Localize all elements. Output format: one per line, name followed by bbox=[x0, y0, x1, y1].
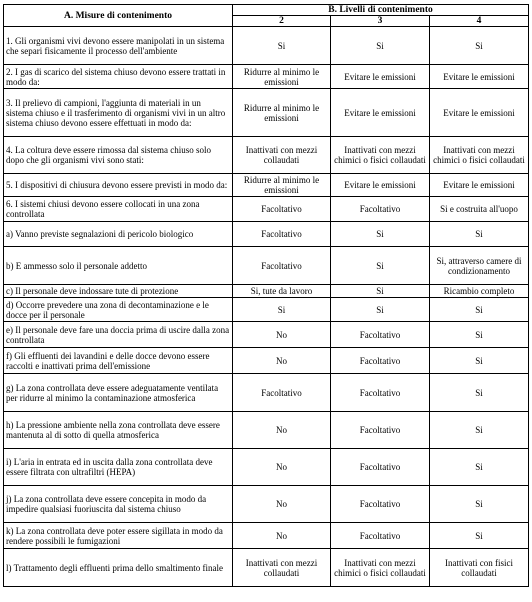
level-3-cell: Evitare le emissioni bbox=[331, 174, 430, 197]
document-page bbox=[3, 4, 528, 587]
measure-cell: c) Il personale deve indossare tute di protezione bbox=[4, 285, 233, 298]
level-2-cell: No bbox=[233, 486, 331, 523]
level-4-cell: Si bbox=[430, 222, 529, 247]
measure-cell: 3. Il prelievo di campioni, l'aggiunta di materiali in un sistema chiuso e il trasferimento di organismi vivi in un altro sistema chiuso devono essere effettuati in modo da: bbox=[4, 89, 233, 137]
level-4-cell: Ricambio completo bbox=[430, 285, 529, 298]
level-3-cell: Facoltativo bbox=[331, 197, 430, 222]
measure-cell: g) La zona controllata deve essere adeguatamente ventilata per ridurre al minimo la contaminazione atmosferica bbox=[4, 374, 233, 412]
level-4-cell: Si bbox=[430, 523, 529, 549]
level-3-cell: Evitare le emissioni bbox=[331, 89, 430, 137]
measure-cell: a) Vanno previste segnalazioni di pericolo biologico bbox=[4, 222, 233, 247]
measure-cell: h) La pressione ambiente nella zona controllata deve essere mantenuta al di sotto di quella atmosferica bbox=[4, 412, 233, 449]
table-row bbox=[4, 222, 529, 247]
table-row bbox=[4, 374, 529, 412]
measure-cell: d) Occorre prevedere una zona di decontaminazione e le docce per il personale bbox=[4, 298, 233, 322]
level-2-cell: Facoltativo bbox=[233, 374, 331, 412]
table-row bbox=[4, 449, 529, 486]
header-levels: B. Livelli di contenimento bbox=[233, 5, 529, 16]
table-row bbox=[4, 174, 529, 197]
measure-cell: 5. I dispositivi di chiusura devono essere previsti in modo da: bbox=[4, 174, 233, 197]
level-4-cell: Si bbox=[430, 374, 529, 412]
level-2-cell: Si bbox=[233, 298, 331, 322]
level-4-cell: Si bbox=[430, 298, 529, 322]
measure-cell: i) L'aria in entrata ed in uscita dalla zona controllata deve essere filtrata con ultrafiltri (HEPA) bbox=[4, 449, 233, 486]
level-4-cell: Inattivati con fisici collaudati bbox=[430, 549, 529, 587]
level-4-cell: Si bbox=[430, 348, 529, 374]
measure-cell: 1. Gli organismi vivi devono essere manipolati in un sistema che separi fisicamente il processo dell'ambiente bbox=[4, 27, 233, 65]
measure-cell: l) Trattamento degli effluenti prima dello smaltimento finale bbox=[4, 549, 233, 587]
table-row bbox=[4, 197, 529, 222]
level-4-cell: Si, attraverso camere di condizionamento bbox=[430, 247, 529, 285]
table-row bbox=[4, 285, 529, 298]
level-4-cell: Evitare le emissioni bbox=[430, 65, 529, 89]
measure-cell: k) La zona controllata deve poter essere sigillata in modo da rendere possibili le fumigazioni bbox=[4, 523, 233, 549]
level-3-cell: Facoltativo bbox=[331, 523, 430, 549]
level-4-cell: Si bbox=[430, 322, 529, 348]
table-row bbox=[4, 549, 529, 587]
level-2-cell: Ridurre al minimo le emissioni bbox=[233, 174, 331, 197]
header-level-4: 4 bbox=[430, 16, 529, 27]
level-2-cell: Facoltativo bbox=[233, 197, 331, 222]
table-row bbox=[4, 247, 529, 285]
level-3-cell: Facoltativo bbox=[331, 486, 430, 523]
table-row bbox=[4, 523, 529, 549]
table-row bbox=[4, 486, 529, 523]
level-3-cell: Inattivati con mezzi chimici o fisici collaudati bbox=[331, 137, 430, 174]
level-3-cell: Si bbox=[331, 222, 430, 247]
level-3-cell: Si bbox=[331, 27, 430, 65]
table-row bbox=[4, 27, 529, 65]
level-2-cell: Ridurre al minimo le emissioni bbox=[233, 89, 331, 137]
level-3-cell: Facoltativo bbox=[331, 412, 430, 449]
level-4-cell: Evitare le emissioni bbox=[430, 89, 529, 137]
measure-cell: 6. I sistemi chiusi devono essere collocati in una zona controllata bbox=[4, 197, 233, 222]
level-4-cell: Si bbox=[430, 486, 529, 523]
table-body bbox=[4, 27, 529, 587]
measure-cell: e) Il personale deve fare una doccia prima di uscire dalla zona controllata bbox=[4, 322, 233, 348]
level-2-cell: Inattivati con mezzi collaudati bbox=[233, 549, 331, 587]
level-2-cell: Facoltativo bbox=[233, 222, 331, 247]
level-2-cell: Ridurre al minimo le emissioni bbox=[233, 65, 331, 89]
level-2-cell: Si bbox=[233, 27, 331, 65]
level-4-cell: Evitare le emissioni bbox=[430, 174, 529, 197]
measure-cell: j) La zona controllata deve essere concepita in modo da impedire qualsiasi fuoriuscita dal sistema chiuso bbox=[4, 486, 233, 523]
measure-cell: 4. La coltura deve essere rimossa dal sistema chiuso solo dopo che gli organismi vivi sono stati: bbox=[4, 137, 233, 174]
header-measures: A. Misure di contenimento bbox=[4, 5, 233, 27]
table-row bbox=[4, 65, 529, 89]
containment-table bbox=[3, 4, 529, 587]
level-4-cell: Si bbox=[430, 27, 529, 65]
level-3-cell: Si bbox=[331, 285, 430, 298]
level-3-cell: Facoltativo bbox=[331, 449, 430, 486]
measure-cell: 2. I gas di scarico del sistema chiuso devono essere trattati in modo da: bbox=[4, 65, 233, 89]
level-2-cell: No bbox=[233, 449, 331, 486]
level-4-cell: Si bbox=[430, 412, 529, 449]
table-row bbox=[4, 298, 529, 322]
level-3-cell: Facoltativo bbox=[331, 374, 430, 412]
table-row bbox=[4, 412, 529, 449]
level-4-cell: Si e costruita all'uopo bbox=[430, 197, 529, 222]
level-4-cell: Si bbox=[430, 449, 529, 486]
level-3-cell: Facoltativo bbox=[331, 348, 430, 374]
level-3-cell: Si bbox=[331, 247, 430, 285]
level-2-cell: No bbox=[233, 412, 331, 449]
level-3-cell: Evitare le emissioni bbox=[331, 65, 430, 89]
level-4-cell: Inattivati con mezzi chimici o fisici collaudati bbox=[430, 137, 529, 174]
table-row bbox=[4, 137, 529, 174]
measure-cell: f) Gli effluenti dei lavandini e delle docce devono essere raccolti e inattivati prima dell'emissione bbox=[4, 348, 233, 374]
header-level-3: 3 bbox=[331, 16, 430, 27]
measure-cell: b) E ammesso solo il personale addetto bbox=[4, 247, 233, 285]
level-2-cell: No bbox=[233, 322, 331, 348]
level-2-cell: Facoltativo bbox=[233, 247, 331, 285]
table-row bbox=[4, 322, 529, 348]
level-3-cell: Inattivati con mezzi chimici o fisici collaudati bbox=[331, 549, 430, 587]
table-row bbox=[4, 348, 529, 374]
level-2-cell: No bbox=[233, 523, 331, 549]
level-2-cell: Si, tute da lavoro bbox=[233, 285, 331, 298]
level-3-cell: Si bbox=[331, 298, 430, 322]
level-2-cell: Inattivati con mezzi collaudati bbox=[233, 137, 331, 174]
header-level-2: 2 bbox=[233, 16, 331, 27]
level-2-cell: No bbox=[233, 348, 331, 374]
table-row bbox=[4, 89, 529, 137]
level-3-cell: Facoltativo bbox=[331, 322, 430, 348]
